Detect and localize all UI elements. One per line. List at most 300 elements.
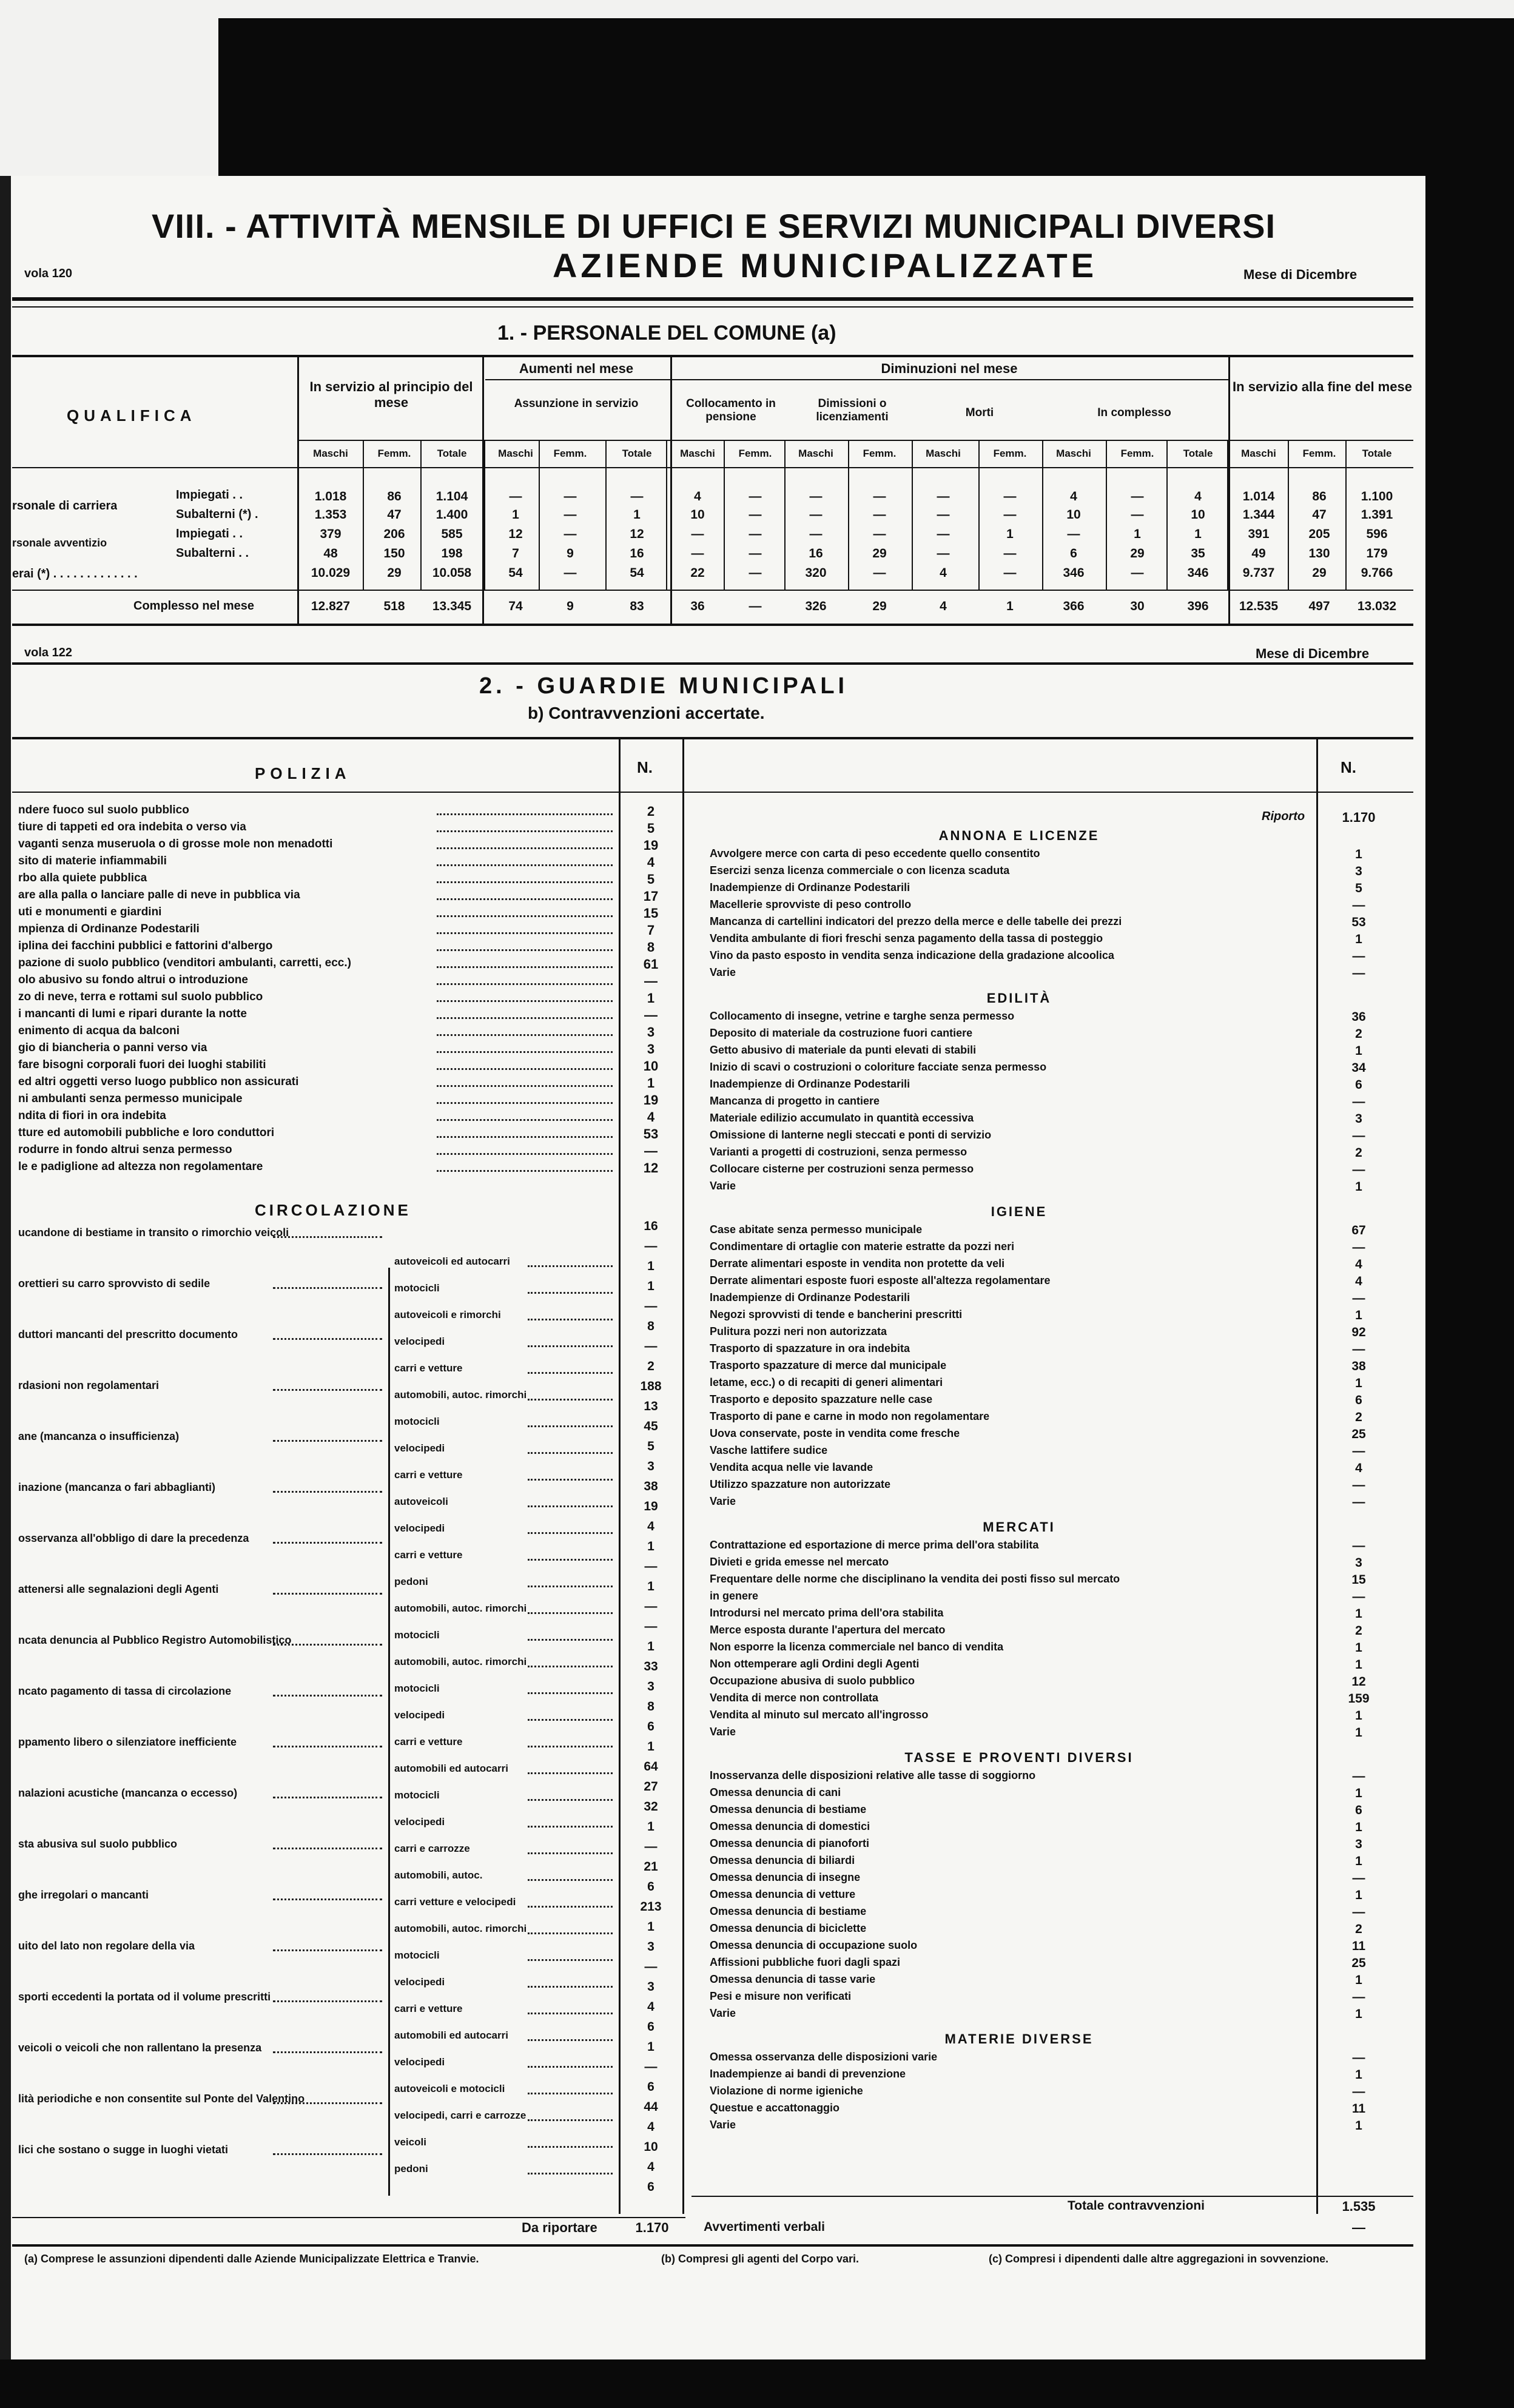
data-cell: — [691, 547, 704, 560]
right-label: Omessa denuncia di biciclette [710, 1922, 867, 1934]
circolazione-count: — [644, 1960, 658, 1974]
row-label-operai: erai (*) . . . . . . . . . . . . . [12, 567, 138, 580]
total-cell: — [749, 599, 762, 613]
subheader-cell: Maschi [926, 448, 961, 459]
right-count: 4 [1355, 1257, 1362, 1271]
data-cell: 54 [630, 566, 644, 580]
data-cell: 29 [1312, 566, 1327, 580]
data-cell: — [1003, 547, 1017, 560]
leader-dots [437, 813, 613, 815]
veicolo-label: carri e vetture [394, 2003, 463, 2014]
veicolo-label: carri e carrozze [394, 1843, 470, 1854]
leader-dots [437, 1119, 613, 1121]
group-rule [485, 379, 1228, 380]
data-cell: — [1003, 566, 1017, 580]
data-cell: — [1003, 489, 1017, 503]
right-count: 1 [1355, 1888, 1362, 1902]
circolazione-count: 188 [640, 1379, 662, 1393]
data-cell: 29 [1130, 547, 1145, 560]
row-label-subalterni: Subalterni (*) . [176, 508, 258, 521]
circolazione-label: veicoli o veicoli che non rallentano la presenza [18, 2042, 262, 2054]
right-count: 53 [1351, 915, 1366, 929]
data-cell: 12 [630, 527, 644, 541]
circolazione-count: 3 [647, 1940, 654, 1954]
total-rule [12, 590, 1413, 591]
leader-dots [273, 1338, 382, 1340]
right-label: Uova conservate, poste in vendita come fresche [710, 1427, 960, 1439]
leader-dots [528, 1772, 613, 1774]
right-label: Pulitura pozzi neri non autorizzata [710, 1325, 887, 1337]
leader-dots [528, 2173, 613, 2174]
right-total-value: 1.535 [1342, 2199, 1376, 2214]
circolazione-label: nalazioni acustiche (mancanza o eccesso) [18, 1787, 238, 1799]
circolazione-label: attenersi alle segnalazioni degli Agenti [18, 1583, 219, 1595]
veicolo-label: velocipedi [394, 1976, 445, 1988]
right-count: 1 [1355, 1376, 1362, 1390]
right-count: 1 [1355, 1180, 1362, 1194]
leader-dots [273, 1287, 382, 1289]
total-cell: 36 [690, 599, 705, 613]
scan-top-left-border [0, 0, 218, 182]
right-label: Omessa denuncia di vetture [710, 1888, 856, 1900]
polizia-label: ni ambulanti senza permesso municipale [18, 1092, 243, 1105]
section-title: ANNONA E LICENZE [938, 828, 1100, 843]
data-cell: 379 [320, 527, 341, 541]
data-cell: — [564, 489, 577, 503]
circolazione-label: inazione (mancanza o fari abbaglianti) [18, 1481, 216, 1493]
polizia-count: 1 [647, 990, 655, 1006]
polizia-label: zo di neve, terra e rottami sul suolo pubblico [18, 990, 263, 1003]
right-label: Omessa denuncia di tasse varie [710, 1973, 876, 1985]
right-label: letame, ecc.) o di recapiti di generi alimentari [710, 1376, 943, 1388]
right-count: 92 [1351, 1325, 1366, 1339]
total-cell: 83 [630, 599, 644, 613]
leader-dots [528, 2013, 613, 2014]
data-cell: 10 [1191, 508, 1205, 522]
right-count: 3 [1355, 864, 1362, 878]
circolazione-count: 33 [644, 1660, 658, 1673]
right-label: Derrate alimentari esposte fuori esposte all'altezza regolamentare [710, 1274, 1051, 1286]
polizia-count: 61 [643, 957, 659, 972]
veicolo-label: velocipedi [394, 1336, 445, 1347]
circolazione-count: — [644, 1339, 658, 1353]
right-label: Condimentare di ortaglie con materie estratte da pozzi neri [710, 1240, 1015, 1253]
subheader-cell: Totale [622, 448, 652, 459]
polizia-count: — [644, 974, 658, 989]
subheader-rule-bottom [12, 467, 1413, 468]
polizia-label: rodurre in fondo altrui senza permesso [18, 1143, 232, 1156]
leader-dots [528, 1372, 613, 1374]
right-label: Esercizi senza licenza commerciale o con licenza scaduta [710, 864, 1010, 876]
right-count: — [1352, 1990, 1365, 2004]
circolazione-count: 3 [647, 1980, 654, 1994]
right-label: Omessa denuncia di insegne [710, 1871, 861, 1883]
leader-dots [528, 2039, 613, 2041]
right-label: Inadempienze di Ordinanze Podestarili [710, 881, 910, 893]
subheader-cell: Femm. [1302, 448, 1336, 459]
subheader-cell: Totale [1362, 448, 1392, 459]
data-cell: 1 [512, 508, 519, 522]
right-count: 1 [1355, 2007, 1362, 2021]
right-label: Frequentare delle norme che disciplinano la vendita dei posti fisso sul mercato [710, 1573, 1120, 1585]
polizia-count: 12 [643, 1160, 659, 1175]
data-cell: 1.353 [314, 508, 347, 522]
polizia-label: ed altri oggetti verso luogo pubblico non assicurati [18, 1075, 299, 1088]
circolazione-count: — [644, 1299, 658, 1313]
data-cell: — [809, 527, 823, 541]
polizia-label: ndere fuoco sul suolo pubblico [18, 804, 189, 816]
leader-dots [528, 1852, 613, 1854]
total-cell: 74 [508, 599, 523, 613]
right-count: — [1352, 1478, 1365, 1492]
circolazione-count: 38 [644, 1479, 658, 1493]
circolazione-count: 2 [647, 1359, 654, 1373]
veicolo-label: velocipedi [394, 1522, 445, 1534]
right-label: Omessa denuncia di biliardi [710, 1854, 855, 1866]
data-cell: 35 [1191, 547, 1205, 560]
circolazione-count: — [644, 1559, 658, 1573]
leader-dots [528, 1799, 613, 1801]
subheader-cell: Maschi [798, 448, 833, 459]
polizia-count: 17 [643, 889, 659, 904]
right-label: Omessa denuncia di occupazione suolo [710, 1939, 918, 1951]
polizia-count: 7 [647, 923, 655, 938]
polizia-count: 3 [647, 1024, 655, 1040]
group-diminuzioni: Diminuzioni nel mese [881, 361, 1018, 376]
right-label: Inadempienze di Ordinanze Podestarili [710, 1078, 910, 1090]
qualifica-header: QUALIFICA [67, 406, 197, 425]
header-rule [12, 297, 1413, 301]
right-count: — [1352, 1539, 1365, 1553]
circolazione-count: — [644, 2060, 658, 2074]
leader-dots [528, 1746, 613, 1747]
right-label: in genere [710, 1590, 759, 1602]
leader-dots [273, 1542, 382, 1544]
circolazione-count: 1 [647, 1579, 654, 1593]
polizia-count: 2 [647, 804, 655, 819]
polizia-label: uti e monumenti e giardini [18, 906, 162, 918]
leader-dots [437, 1034, 613, 1036]
data-cell: — [873, 527, 886, 541]
data-cell: 1 [1134, 527, 1141, 541]
data-cell: 596 [1366, 527, 1388, 541]
circolazione-count: 21 [644, 1860, 658, 1874]
data-cell: 16 [809, 547, 823, 560]
leader-dots [437, 1170, 613, 1172]
right-count: 11 [1351, 2102, 1366, 2116]
circ-brace-line [388, 1268, 390, 2196]
leader-dots [273, 1593, 382, 1595]
right-count: 1 [1355, 847, 1362, 861]
leader-dots [437, 1068, 613, 1070]
data-cell: — [564, 508, 577, 522]
circolazione-count: 4 [647, 1519, 654, 1533]
right-count: — [1352, 1871, 1365, 1885]
right-count: — [1352, 2051, 1365, 2065]
right-count: 36 [1351, 1010, 1366, 1024]
footnote-a: (a) Comprese le assunzioni dipendenti dalle Aziende Municipalizzate Elettrica e Tranvie. [24, 2253, 479, 2265]
data-cell: 1.400 [436, 508, 468, 522]
leader-dots [528, 1479, 613, 1481]
left-col-num-divider-r [682, 737, 684, 2214]
right-count: — [1352, 949, 1365, 963]
right-label: Utilizzo spazzature non autorizzate [710, 1478, 891, 1490]
data-cell: 206 [383, 527, 405, 541]
polizia-count: 15 [643, 906, 659, 921]
group-in-servizio-inizio: In servizio al principio del mese [309, 379, 473, 410]
right-count: — [1352, 1769, 1365, 1783]
right-count: — [1352, 1495, 1365, 1509]
veicolo-label: velocipedi [394, 2056, 445, 2068]
polizia-label: fare bisogni corporali fuori dei luoghi stabiliti [18, 1058, 266, 1071]
right-count: — [1352, 1905, 1365, 1919]
right-count: 11 [1351, 1939, 1366, 1953]
guardie-subtitle: b) Contravvenzioni accertate. [528, 704, 765, 722]
leader-dots [437, 847, 613, 849]
leader-dots [273, 2000, 382, 2002]
right-label: Derrate alimentari esposte in vendita non protette da veli [710, 1257, 1005, 1270]
right-count: 1 [1355, 1973, 1362, 1987]
circolazione-label: orettieri su carro sprovvisto di sedile [18, 1277, 210, 1290]
right-label: Inizio di scavi o costruzioni o coloriture facciate senza permesso [710, 1061, 1047, 1073]
veicolo-label: motocicli [394, 1789, 440, 1801]
leader-dots [273, 2102, 382, 2104]
right-count: 1 [1355, 1308, 1362, 1322]
right-label: Macellerie sprovviste di peso controllo [710, 898, 912, 910]
subheader-cell: Femm. [1120, 448, 1154, 459]
polizia-label: tture ed automobili pubbliche e loro conduttori [18, 1126, 275, 1139]
leader-dots [273, 1898, 382, 1900]
right-label: Vendita acqua nelle vie lavande [710, 1461, 873, 1473]
right-total-label: Totale contravvenzioni [1068, 2199, 1205, 2213]
subheader-cell: Femm. [863, 448, 897, 459]
leader-dots [273, 1440, 382, 1442]
data-cell: 1.018 [314, 489, 347, 503]
total-cell: 4 [940, 599, 947, 613]
data-cell: 1 [1194, 527, 1202, 541]
n-header-left: N. [637, 758, 653, 776]
data-cell: — [564, 527, 577, 541]
subheader-cell: Maschi [1241, 448, 1276, 459]
polizia-label: le e padiglione ad altezza non regolamentare [18, 1160, 263, 1173]
scan-left-edge [0, 176, 11, 2359]
veicolo-label: motocicli [394, 1416, 440, 1427]
data-cell: 47 [1312, 508, 1327, 522]
right-count: 2 [1355, 1922, 1362, 1936]
right-label: Vendita di merce non controllata [710, 1692, 879, 1704]
data-cell: — [564, 566, 577, 580]
right-label: Case abitate senza permesso municipale [710, 1223, 923, 1236]
subheader-cell: Femm. [738, 448, 772, 459]
veicolo-label: automobili ed autocarri [394, 1763, 508, 1774]
subheader-cell: Totale [1183, 448, 1213, 459]
leader-dots [437, 932, 613, 934]
avvertimenti-label: Avvertimenti verbali [704, 2220, 825, 2234]
data-cell: 346 [1063, 566, 1085, 580]
data-cell: — [630, 489, 644, 503]
data-cell: 22 [690, 566, 705, 580]
total-cell: 366 [1063, 599, 1085, 613]
total-cell: 1 [1006, 599, 1014, 613]
right-count: 3 [1355, 1556, 1362, 1570]
veicolo-label: autoveicoli [394, 1496, 448, 1507]
right-label: Vasche lattifere sudice [710, 1444, 828, 1456]
veicolo-label: carri e vetture [394, 1549, 463, 1561]
right-count: 1 [1355, 1641, 1362, 1655]
leader-dots [437, 966, 613, 968]
subheader-cell: Maschi [1056, 448, 1091, 459]
polizia-label: iplina dei facchini pubblici e fattorini d'albergo [18, 940, 273, 952]
subheader-cell: Totale [437, 448, 467, 459]
data-cell: — [809, 489, 823, 503]
veicolo-label: carri vetture e velocipedi [394, 1896, 516, 1908]
right-label: Vendita ambulante di fiori freschi senza pagamento della tassa di posteggio [710, 932, 1103, 944]
data-cell: 4 [694, 489, 701, 503]
right-count: 5 [1355, 881, 1362, 895]
right-count: 3 [1355, 1837, 1362, 1851]
polizia-count: 5 [647, 872, 655, 887]
total-cell: 13.032 [1357, 599, 1397, 613]
data-cell: 10 [690, 508, 705, 522]
data-cell: 1 [633, 508, 641, 522]
veicolo-label: motocicli [394, 1949, 440, 1961]
riporto-label: Riporto [1262, 810, 1305, 823]
leader-dots [528, 1532, 613, 1534]
left-col-num-divider [619, 737, 621, 2214]
right-label: Varie [710, 1495, 736, 1507]
leader-dots [437, 1153, 613, 1155]
leader-dots [273, 1797, 382, 1798]
row-label-avventizio: rsonale avventizio [12, 537, 107, 549]
veicolo-label: autoveicoli e rimorchi [394, 1309, 501, 1320]
n-header-rule [12, 792, 1413, 793]
data-cell: — [809, 508, 823, 522]
leader-dots [273, 2051, 382, 2053]
circolazione-label: sporti eccedenti la portata od il volume prescritti [18, 1991, 271, 2003]
right-label: Trasporto spazzature di merce dal municipale [710, 1359, 947, 1371]
right-count: 2 [1355, 1410, 1362, 1424]
data-cell: 1.344 [1242, 508, 1275, 522]
circolazione-count: 8 [647, 1700, 654, 1714]
data-cell: — [873, 566, 886, 580]
right-label: Collocamento di insegne, vetrine e targhe senza permesso [710, 1010, 1015, 1022]
leader-dots [437, 830, 613, 832]
subheader-cell: Maschi [680, 448, 715, 459]
section-personale-title: 1. - PERSONALE DEL COMUNE (a) [497, 321, 836, 345]
n-header-right: N. [1341, 758, 1356, 776]
data-cell: 4 [1194, 489, 1202, 503]
polizia-label: rbo alla quiete pubblica [18, 872, 147, 884]
subheader-cell: Femm. [377, 448, 411, 459]
circolazione-count: 1 [647, 2040, 654, 2054]
subgroup-complesso: In complesso [1097, 406, 1171, 419]
leader-dots [437, 1051, 613, 1053]
circolazione-count: 1 [647, 1740, 654, 1754]
avvertimenti-value: — [1352, 2220, 1365, 2235]
right-label: Omessa denuncia di bestiame [710, 1905, 867, 1917]
polizia-count: 1 [647, 1075, 655, 1091]
circolazione-title: CIRCOLAZIONE [255, 1201, 411, 1219]
leader-dots [273, 1695, 382, 1697]
subheader-cell: Femm. [553, 448, 587, 459]
polizia-label: i mancanti di lumi e ripari durante la notte [18, 1007, 247, 1020]
personale-bottom-rule [12, 624, 1413, 626]
page-subtitle: AZIENDE MUNICIPALIZZATE [552, 246, 1098, 284]
circolazione-count: 4 [647, 2160, 654, 2174]
right-count: — [1352, 966, 1365, 980]
data-cell: 54 [508, 566, 523, 580]
data-cell: 150 [383, 547, 405, 560]
total-cell: 12.535 [1239, 599, 1279, 613]
circolazione-count: — [644, 1599, 658, 1613]
right-label: Varie [710, 1180, 736, 1192]
total-cell: 29 [872, 599, 887, 613]
circolazione-count: 4 [647, 2000, 654, 2014]
leader-dots [528, 1399, 613, 1401]
circolazione-label: ghe irregolari o mancanti [18, 1889, 149, 1901]
scan-top-border [0, 0, 1514, 18]
data-cell: 346 [1187, 566, 1209, 580]
right-label: Affissioni pubbliche fuori dagli spazi [710, 1956, 901, 1968]
veicolo-label: automobili, autoc. rimorchi [394, 1389, 527, 1401]
right-label: Deposito di materiale da costruzione fuori cantiere [710, 1027, 973, 1039]
guardie-title: 2. - GUARDIE MUNICIPALI [479, 673, 849, 699]
data-cell: 391 [1248, 527, 1270, 541]
data-cell: 4 [1070, 489, 1077, 503]
data-cell: 10 [1066, 508, 1081, 522]
data-cell: — [749, 508, 762, 522]
right-label: Trasporto e deposito spazzature nelle case [710, 1393, 933, 1405]
data-cell: — [691, 527, 704, 541]
leader-dots [528, 1692, 613, 1694]
group-in-servizio-fine: In servizio alla fine del mese [1233, 379, 1412, 394]
total-cell: 12.827 [311, 599, 351, 613]
data-cell: — [873, 489, 886, 503]
leader-dots [528, 1559, 613, 1561]
polizia-label: tiure di tappeti ed ora indebita o verso via [18, 821, 246, 833]
polizia-count: 19 [643, 1092, 659, 1108]
leader-dots [437, 1085, 613, 1087]
right-count: 4 [1355, 1461, 1362, 1475]
tavola-label-2: vola 122 [24, 646, 72, 659]
total-label: Complesso nel mese [133, 599, 254, 613]
right-label: Omessa denuncia di bestiame [710, 1803, 867, 1815]
data-cell: 130 [1308, 547, 1330, 560]
right-label: Introdursi nel mercato prima dell'ora stabilita [710, 1607, 944, 1619]
data-cell: — [749, 527, 762, 541]
right-label: Getto abusivo di materiale da punti elevati di stabili [710, 1044, 977, 1056]
right-count: — [1352, 1342, 1365, 1356]
circolazione-count: 1 [647, 1259, 654, 1273]
data-cell: — [937, 508, 950, 522]
circolazione-count: 1 [647, 1820, 654, 1834]
circolazione-count: — [644, 1619, 658, 1633]
polizia-label: enimento di acqua da balconi [18, 1024, 180, 1037]
leader-dots [273, 1644, 382, 1646]
data-cell: 320 [805, 566, 827, 580]
circolazione-count: 13 [644, 1399, 658, 1413]
section-title: MERCATI [983, 1519, 1055, 1535]
leader-dots [273, 1389, 382, 1391]
left-total-rule [12, 2217, 685, 2218]
right-count: 3 [1355, 1112, 1362, 1126]
subheader-cell: Maschi [498, 448, 533, 459]
circolazione-count: 8 [647, 1319, 654, 1333]
leader-dots [528, 2093, 613, 2094]
right-label: Collocare cisterne per costruzioni senza permesso [710, 1163, 974, 1175]
polizia-label: mpienza di Ordinanze Podestarili [18, 923, 200, 935]
data-cell: — [1131, 508, 1144, 522]
